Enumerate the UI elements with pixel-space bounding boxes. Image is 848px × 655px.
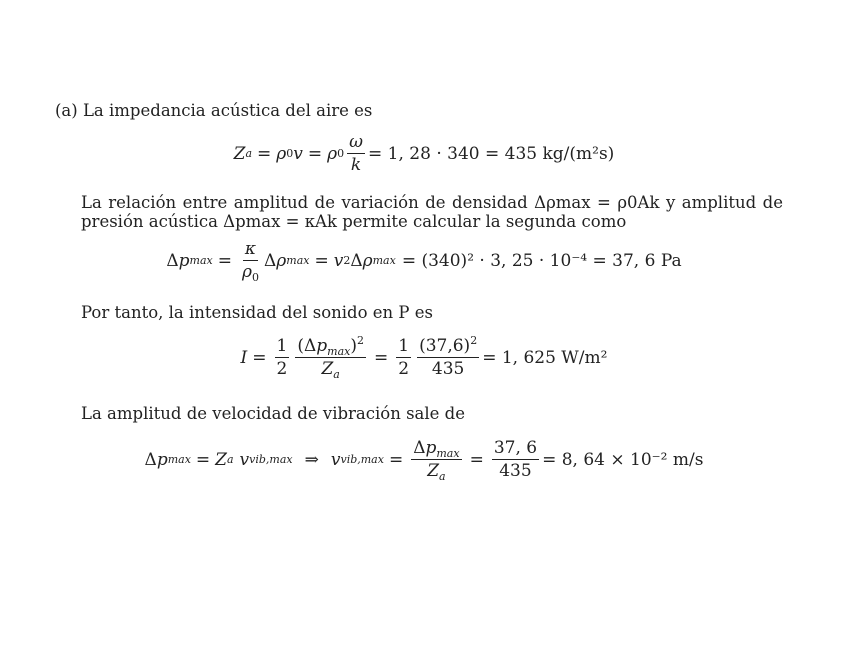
intensity-paragraph: Por tanto, la intensidad del sonido en P es bbox=[81, 303, 433, 322]
intro-paragraph bbox=[55, 101, 372, 120]
velocity-paragraph: La amplitud de velocidad de vibración sale de bbox=[81, 404, 465, 423]
relation-paragraph: La relación entre amplitud de variación de densidad Δρmax = ρ0Ak y amplitud de presión acústica Δpmax = κAk permite calcular la segunda como bbox=[81, 193, 783, 231]
equation-impedance: Z a = ρ 0 v = ρ 0 $\frac{\omega}{k}$ = 1, 28 · 340 = 435 kg/(m²s) bbox=[233, 132, 615, 175]
intro-text: La impedancia acústica del aire es bbox=[82, 101, 373, 120]
equation-intensity: I = $\frac{1}{2}$ $\frac{(\Delta p_{max})^2}{Z_a}$ = $\frac{1}{2}$ $\frac{(37,6)^2}{435}$ = 1, 625 W/m² bbox=[240, 334, 608, 381]
equation-velocity-result: = 8, 64 × 10⁻² m/s bbox=[542, 450, 704, 470]
part-label: (a) bbox=[55, 101, 78, 120]
equation-velocity: Δ p max = Z a v vib,max ⇒ v vib,max = $\frac{\Delta p_{max}}{Z_a}$ = $\frac{37, 6}{435}$ = 8, 64 × 10⁻² m/s bbox=[144, 438, 704, 483]
equation-impedance-result: = 1, 28 · 340 = 435 kg/(m²s) bbox=[368, 144, 615, 164]
equation-pressure-amplitude: Δ p max = $\frac{\kappa}{\rho_0}$ Δ ρ max = v 2 Δ ρ max = (340)² · 3, 25 · 10⁻⁴ = 37, 6 Pa bbox=[166, 239, 682, 284]
equation-intensity-result: = 1, 625 W/m² bbox=[482, 348, 608, 368]
equation-pressure-result: = (340)² · 3, 25 · 10⁻⁴ = 37, 6 Pa bbox=[401, 251, 682, 271]
